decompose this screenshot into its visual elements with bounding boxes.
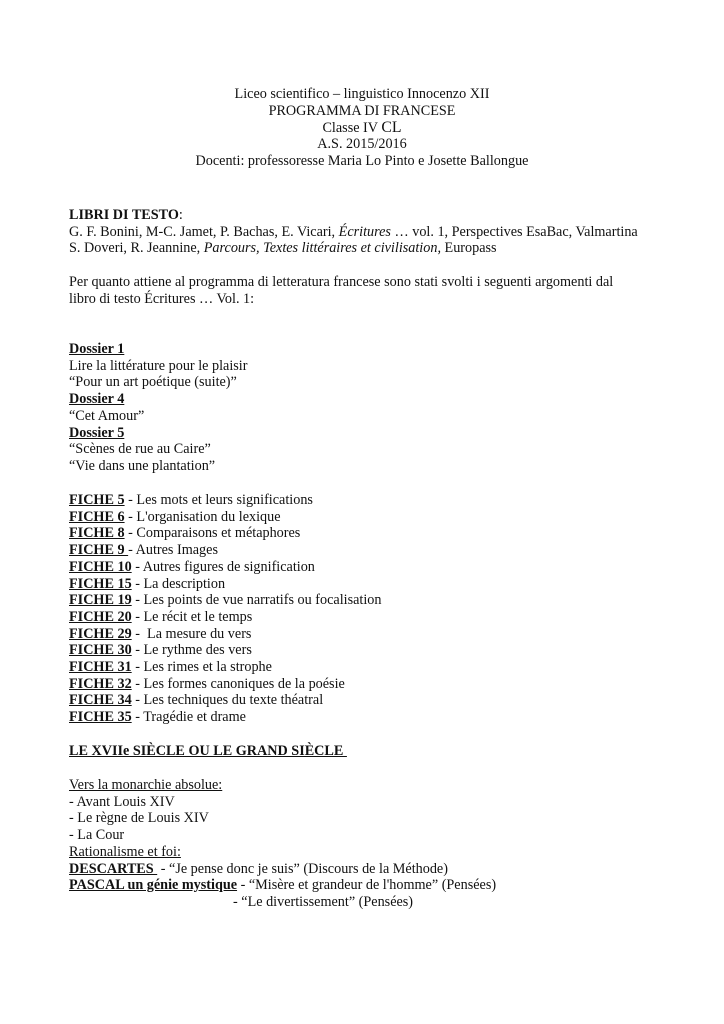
fiche-text: Les rimes et la strophe xyxy=(143,659,272,676)
fiche-code: FICHE 5 xyxy=(69,492,125,508)
fiche-row xyxy=(69,676,669,693)
fiche-code: FICHE 35 xyxy=(69,709,132,726)
fiches-section xyxy=(69,492,669,726)
fiche-code: FICHE 10 xyxy=(69,558,132,575)
school-name: Liceo scientifico – linguistico Innocenzo XII xyxy=(234,86,490,102)
fiche-separator: - xyxy=(131,625,148,642)
monarchy-heading: Vers la monarchie absolue: xyxy=(69,777,223,793)
rationalism-heading: Rationalisme et foi: xyxy=(69,843,181,860)
fiche-row xyxy=(69,626,669,643)
fiche-row xyxy=(69,525,669,542)
fiche-row xyxy=(69,492,669,509)
dossier-title: Dossier 1 xyxy=(69,341,125,357)
descartes-line xyxy=(69,861,669,878)
program-title: PROGRAMMA DI FRANCESE xyxy=(268,102,456,119)
fiche-text: Le rythme des vers xyxy=(143,642,252,659)
fiche-code: FICHE 8 xyxy=(69,525,125,542)
fiche-code: FICHE 20 xyxy=(69,608,132,625)
pascal-extra-line: - “Le divertissement” (Pensées) xyxy=(233,893,414,910)
textbook-1-authors: G. F. Bonini, M-C. Jamet, P. Bachas, E. Vicari, xyxy=(69,223,339,240)
document-header xyxy=(0,86,724,170)
century-title: LE XVIIe SIÈCLE OU LE GRAND SIÈCLE xyxy=(69,743,347,759)
fiche-separator: - xyxy=(131,659,144,676)
fiche-separator: - xyxy=(131,558,143,575)
textbooks-colon: : xyxy=(178,207,183,223)
textbooks-heading xyxy=(69,207,669,224)
fiche-text: Les points de vue narratifs ou focalisation xyxy=(143,592,382,609)
fiche-separator: - xyxy=(131,608,144,625)
fiche-separator: - xyxy=(124,525,137,542)
textbooks-section xyxy=(69,207,669,257)
class-line xyxy=(0,120,724,137)
fiche-code: FICHE 9 xyxy=(69,542,129,559)
fiche-separator: - xyxy=(124,508,137,525)
pascal-line xyxy=(69,877,669,894)
fiche-row xyxy=(69,609,669,626)
fiche-text: Les formes canoniques de la poésie xyxy=(143,675,345,692)
fiche-row xyxy=(69,542,669,559)
intro-line-2: libro di testo Écritures … Vol. 1: xyxy=(69,290,255,307)
fiche-separator: - xyxy=(131,675,144,692)
fiche-row xyxy=(69,509,669,526)
fiche-text: La description xyxy=(143,575,226,592)
textbooks-label: LIBRI DI TESTO xyxy=(69,207,179,223)
fiche-text: Autres Images xyxy=(135,542,218,559)
pascal-text: - “Misère et grandeur de l'homme” (Pensées) xyxy=(237,877,497,894)
fiche-row xyxy=(69,709,669,726)
fiche-text: L'organisation du lexique xyxy=(136,508,281,525)
dossiers-section xyxy=(69,341,669,475)
textbook-1-title: Écritures xyxy=(338,223,391,240)
intro-line-1: Per quanto attiene al programma di letteratura francese sono stati svolti i seguenti argomenti dal xyxy=(69,274,614,290)
pascal-name: PASCAL un génie mystique xyxy=(69,877,238,894)
fiche-text: Les techniques du texte théatral xyxy=(143,692,324,709)
fiche-text: Tragédie et drame xyxy=(143,709,246,726)
fiche-separator: - xyxy=(128,542,136,559)
teachers-line: Docenti: professoresse Maria Lo Pinto e Josette Ballongue xyxy=(195,153,529,170)
monarchy-item: - La Cour xyxy=(69,827,125,844)
descartes-text: - “Je pense donc je suis” (Discours de la Méthode) xyxy=(157,860,448,877)
textbook-1-details: … vol. 1, Perspectives EsaBac, Valmartina xyxy=(390,223,638,240)
textbook-1 xyxy=(69,224,669,241)
fiche-text: La mesure du vers xyxy=(147,625,252,642)
fiche-separator: - xyxy=(131,709,144,726)
textbook-2-authors: S. Doveri, R. Jeannine, xyxy=(69,240,204,257)
fiche-code: FICHE 32 xyxy=(69,675,132,692)
class-code: CL xyxy=(381,118,402,136)
fiche-row xyxy=(69,559,669,576)
textbook-2-details: Europass xyxy=(441,240,497,257)
fiche-row xyxy=(69,592,669,609)
fiche-text: Comparaisons et métaphores xyxy=(136,525,301,542)
fiche-separator: - xyxy=(131,575,144,592)
school-year: A.S. 2015/2016 xyxy=(317,136,407,153)
fiche-text: Les mots et leurs significations xyxy=(136,492,313,508)
fiche-code: FICHE 19 xyxy=(69,592,132,609)
monarchy-item: - Avant Louis XIV xyxy=(69,793,175,810)
textbook-2 xyxy=(69,240,669,257)
textbook-2-title: Parcours, Textes littéraires et civilisation, xyxy=(203,240,441,257)
fiche-row xyxy=(69,692,669,709)
fiche-code: FICHE 31 xyxy=(69,659,132,676)
fiche-code: FICHE 6 xyxy=(69,508,125,525)
fiche-separator: - xyxy=(131,592,144,609)
dossier-title: Dossier 4 xyxy=(69,391,125,408)
descartes-name: DESCARTES xyxy=(69,860,158,877)
monarchy-section xyxy=(69,777,669,911)
monarchy-item: - Le règne de Louis XIV xyxy=(69,810,209,827)
fiche-separator: - xyxy=(124,492,137,508)
fiche-row xyxy=(69,642,669,659)
dossier-item: “Pour un art poétique (suite)” xyxy=(69,374,237,391)
fiche-separator: - xyxy=(131,692,144,709)
dossier-item: “Cet Amour” xyxy=(69,407,145,424)
dossier-item: “Scènes de rue au Caire” xyxy=(69,441,211,458)
class-prefix: Classe IV xyxy=(322,119,382,136)
fiche-text: Le récit et le temps xyxy=(143,608,253,625)
dossier-item: Lire la littérature pour le plaisir xyxy=(69,357,248,374)
fiche-separator: - xyxy=(131,642,144,659)
intro-section xyxy=(69,274,669,307)
dossier-title: Dossier 5 xyxy=(69,424,125,441)
fiche-code: FICHE 15 xyxy=(69,575,132,592)
fiche-code: FICHE 34 xyxy=(69,692,132,709)
fiche-text: Autres figures de signification xyxy=(142,558,315,575)
fiche-code: FICHE 29 xyxy=(69,625,132,642)
fiche-row xyxy=(69,576,669,593)
fiche-row xyxy=(69,659,669,676)
century-section xyxy=(69,743,669,760)
fiche-code: FICHE 30 xyxy=(69,642,132,659)
dossier-item: “Vie dans une plantation” xyxy=(69,457,216,474)
